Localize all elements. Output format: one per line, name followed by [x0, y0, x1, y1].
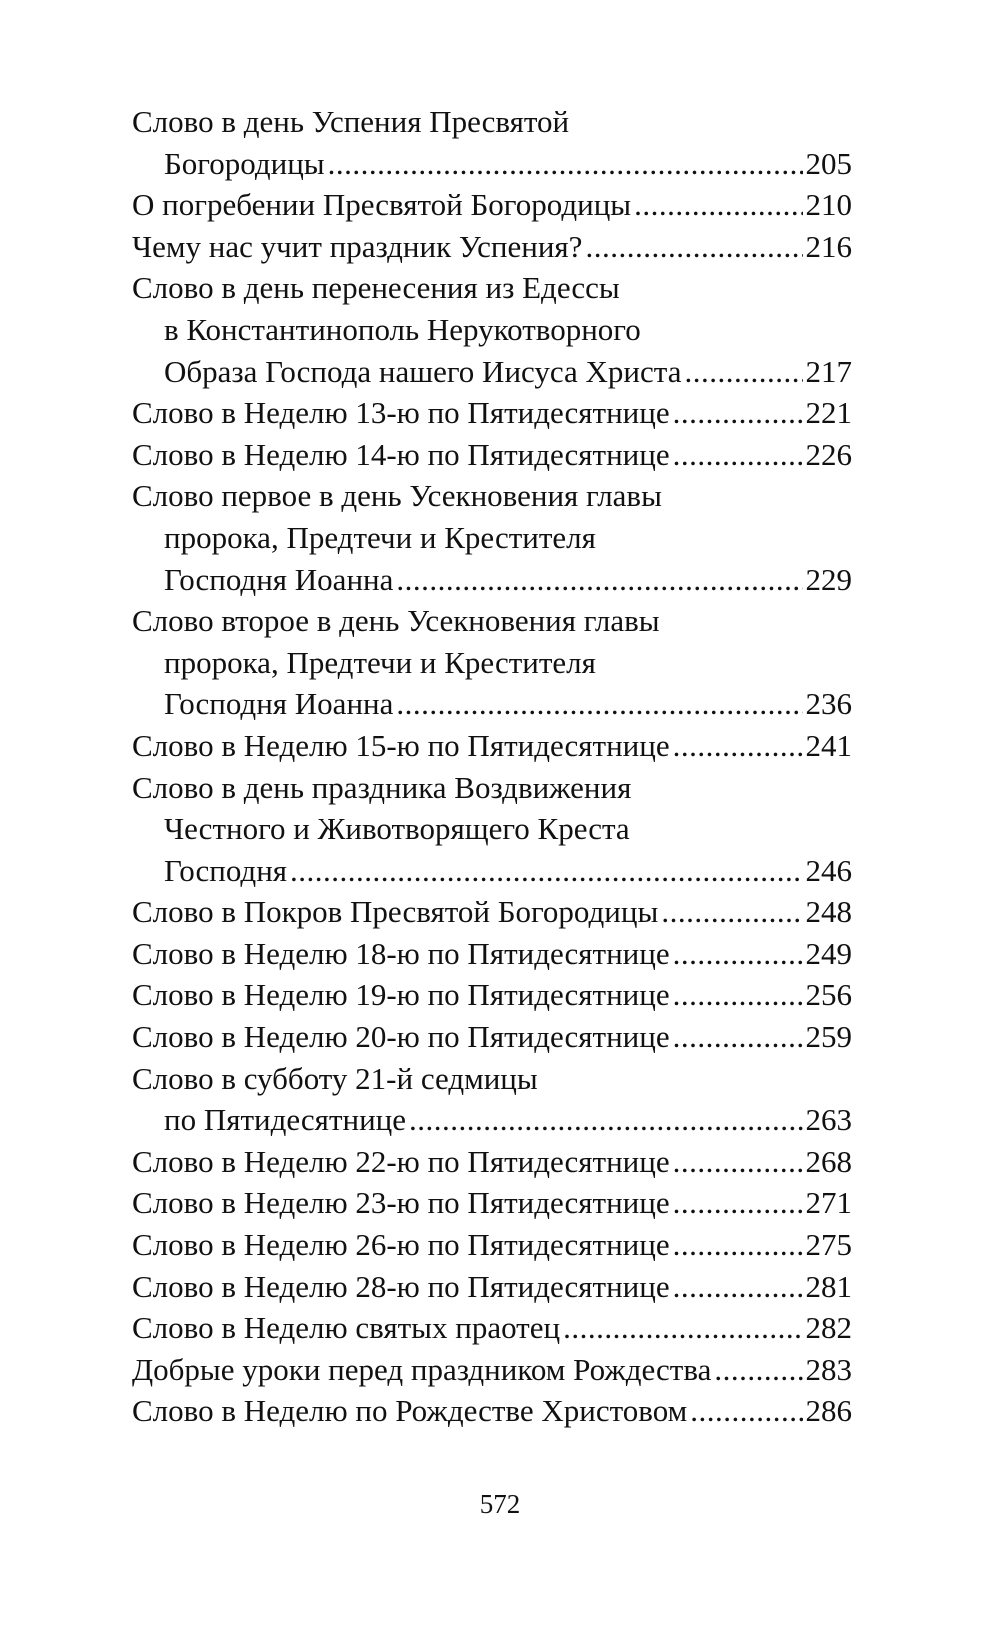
dot-leader	[290, 850, 802, 892]
toc-line	[132, 808, 852, 850]
toc-entry-title: Слово в Неделю 28-ю по Пятидесятнице	[132, 1268, 670, 1304]
dot-leader	[396, 683, 802, 725]
toc-page-number: 216	[805, 228, 852, 264]
toc-entry-title: Слово в Неделю 19-ю по Пятидесятнице	[132, 977, 670, 1013]
toc-page-number: 246	[805, 852, 852, 888]
toc-entry-title: Чему нас учит праздник Успения?	[132, 228, 583, 264]
dot-leader	[673, 1182, 803, 1224]
dot-leader	[673, 1266, 803, 1308]
dot-leader	[673, 1141, 803, 1183]
toc-line	[132, 1266, 852, 1308]
table-of-contents	[132, 101, 852, 1432]
toc-page-number: 229	[805, 561, 852, 597]
toc-entry-title: Господня	[164, 852, 288, 888]
toc-entry-title: Слово в Неделю 23-ю по Пятидесятнице	[132, 1185, 670, 1221]
toc-line	[132, 767, 852, 809]
toc-entry-title: Слово в Неделю 26-ю по Пятидесятнице	[132, 1227, 670, 1263]
dot-leader	[563, 1307, 802, 1349]
toc-page-number: 282	[805, 1310, 852, 1346]
toc-entry-title: пророка, Предтечи и Крестителя	[164, 519, 596, 555]
toc-line	[132, 600, 852, 642]
dot-leader	[673, 434, 803, 476]
dot-leader	[673, 1016, 803, 1058]
dot-leader	[673, 1224, 803, 1266]
toc-page-number: 248	[805, 894, 852, 930]
toc-line	[132, 1224, 852, 1266]
toc-page-number: 205	[805, 145, 852, 181]
toc-line	[132, 351, 852, 393]
dot-leader	[585, 226, 802, 268]
toc-page-number: 217	[805, 353, 852, 389]
toc-entry-title: Слово в Неделю 13-ю по Пятидесятнице	[132, 395, 670, 431]
toc-entry-title: Господня Иоанна	[164, 686, 394, 722]
toc-line	[132, 1016, 852, 1058]
toc-page-number: 281	[805, 1268, 852, 1304]
toc-entry-title: Слово первое в день Усекновения главы	[132, 478, 662, 514]
dot-leader	[673, 933, 803, 975]
toc-page-number: 256	[805, 977, 852, 1013]
dot-leader	[684, 351, 802, 393]
toc-entry-title: О погребении Пресвятой Богородицы	[132, 187, 632, 223]
toc-page-number: 221	[805, 395, 852, 431]
toc-line	[132, 267, 852, 309]
toc-entry-title: Господня Иоанна	[164, 561, 394, 597]
toc-entry-title: Честного и Животворящего Креста	[164, 811, 630, 847]
toc-entry-title: Слово в Неделю 14-ю по Пятидесятнице	[132, 436, 670, 472]
toc-line	[132, 642, 852, 684]
toc-page-number: 275	[805, 1227, 852, 1263]
toc-line	[132, 683, 852, 725]
toc-entry-title: Слово в день перенесения из Едессы	[132, 270, 620, 306]
toc-line	[132, 1390, 852, 1432]
toc-entry-title: Слово в Покров Пресвятой Богородицы	[132, 894, 659, 930]
dot-leader	[396, 559, 802, 601]
toc-page-number: 236	[805, 686, 852, 722]
toc-entry-title: Слово в Неделю по Рождестве Христовом	[132, 1393, 688, 1429]
toc-line	[132, 1349, 852, 1391]
toc-line	[132, 101, 852, 143]
toc-line	[132, 184, 852, 226]
toc-entry-title: пророка, Предтечи и Крестителя	[164, 644, 596, 680]
toc-page-number: 249	[805, 935, 852, 971]
toc-line	[132, 974, 852, 1016]
toc-line	[132, 1099, 852, 1141]
dot-leader	[634, 184, 802, 226]
toc-entry-title: Добрые уроки перед праздником Рождества	[132, 1351, 712, 1387]
toc-line	[132, 1058, 852, 1100]
toc-line	[132, 1307, 852, 1349]
toc-line	[132, 725, 852, 767]
toc-line	[132, 1141, 852, 1183]
toc-entry-title: по Пятидесятнице	[164, 1102, 407, 1138]
toc-page-number: 226	[805, 436, 852, 472]
toc-line	[132, 891, 852, 933]
dot-leader	[714, 1349, 802, 1391]
toc-entry-title: Богородицы	[164, 145, 325, 181]
toc-line	[132, 143, 852, 185]
dot-leader	[409, 1099, 802, 1141]
toc-entry-title: в Константинополь Нерукотворного	[164, 311, 641, 347]
dot-leader	[673, 725, 803, 767]
toc-entry-title: Слово в день Успения Пресвятой	[132, 104, 570, 139]
toc-line	[132, 475, 852, 517]
toc-page-number: 259	[805, 1019, 852, 1055]
dot-leader	[673, 392, 803, 434]
page-number: 572	[479, 1489, 521, 1519]
toc-line	[132, 933, 852, 975]
dot-leader	[328, 143, 803, 185]
toc-page-number: 286	[805, 1393, 852, 1429]
toc-page-number: 271	[805, 1185, 852, 1221]
toc-line	[132, 559, 852, 601]
toc-entry-title: Слово в Неделю 15-ю по Пятидесятнице	[132, 727, 670, 763]
toc-entry-title: Образа Господа нашего Иисуса Христа	[164, 353, 682, 389]
toc-entry-title: Слово в Неделю 18-ю по Пятидесятнице	[132, 935, 670, 971]
toc-page-number: 283	[805, 1351, 852, 1387]
toc-line	[132, 226, 852, 268]
toc-page-number: 241	[805, 727, 852, 763]
toc-entry-title: Слово в Неделю святых праотец	[132, 1310, 561, 1346]
toc-line	[132, 434, 852, 476]
dot-leader	[661, 891, 802, 933]
toc-entry-title: Слово в день праздника Воздвижения	[132, 769, 632, 805]
toc-page-number: 263	[805, 1102, 852, 1138]
toc-line	[132, 1182, 852, 1224]
toc-line	[132, 517, 852, 559]
toc-page-number: 210	[805, 187, 852, 223]
toc-entry-title: Слово в Неделю 22-ю по Пятидесятнице	[132, 1143, 670, 1179]
toc-line	[132, 392, 852, 434]
toc-entry-title: Слово второе в день Усекновения главы	[132, 603, 660, 639]
toc-line	[132, 309, 852, 351]
toc-page-number: 268	[805, 1143, 852, 1179]
dot-leader	[673, 974, 803, 1016]
toc-line	[132, 850, 852, 892]
toc-entry-title: Слово в субботу 21-й седмицы	[132, 1060, 538, 1096]
toc-entry-title: Слово в Неделю 20-ю по Пятидесятнице	[132, 1019, 670, 1055]
dot-leader	[690, 1390, 802, 1432]
